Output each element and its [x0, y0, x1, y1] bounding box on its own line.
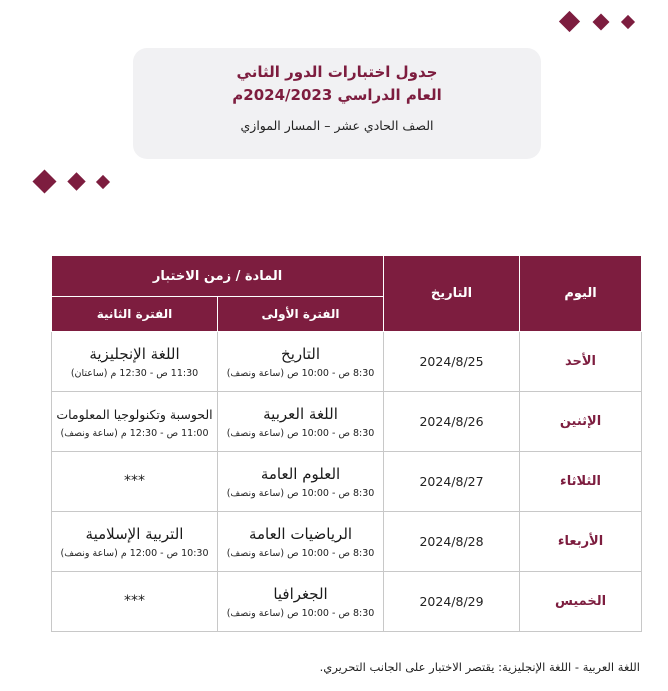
exam-time: 10:30 ص - 12:00 م (ساعة ونصف) — [60, 547, 209, 559]
day-cell: الخميس — [520, 572, 642, 632]
header-date: التاريخ — [384, 256, 520, 332]
subject-name: التاريخ — [281, 344, 320, 363]
day-cell: الأربعاء — [520, 512, 642, 572]
decorative-diamonds-left — [36, 173, 108, 190]
subject-name: العلوم العامة — [260, 464, 341, 483]
header-day: اليوم — [520, 256, 642, 332]
period-1-cell — [218, 572, 384, 632]
table-row — [52, 572, 642, 632]
exam-time: 8:30 ص - 10:00 ص (ساعة ونصف) — [226, 367, 375, 379]
diamond-shape — [559, 11, 580, 32]
exam-time: 8:30 ص - 10:00 ص (ساعة ونصف) — [226, 427, 375, 439]
table-row — [52, 392, 642, 452]
subtitle: الصف الحادي عشر – المسار الموازي — [240, 118, 434, 133]
subject-name: اللغة الإنجليزية — [89, 344, 180, 363]
diamond-shape — [67, 172, 85, 190]
period-1-cell — [218, 452, 384, 512]
exam-time: 11:00 ص - 12:30 م (ساعة ونصف) — [60, 427, 209, 439]
date-cell: 2024/8/28 — [384, 512, 520, 572]
date-cell: 2024/8/29 — [384, 572, 520, 632]
day-cell: الإثنين — [520, 392, 642, 452]
title-line-1: جدول اختبارات الدور الثاني — [236, 63, 438, 81]
period-1-cell — [218, 512, 384, 572]
exam-schedule-table — [51, 255, 642, 632]
header-period-2: الفترة الثانية — [52, 297, 218, 332]
period-1-cell — [218, 392, 384, 452]
date-cell: 2024/8/27 — [384, 452, 520, 512]
day-cell: الثلاثاء — [520, 452, 642, 512]
exam-time: 8:30 ص - 10:00 ص (ساعة ونصف) — [226, 607, 375, 619]
diamond-shape — [621, 14, 635, 28]
subject-name: الرياضيات العامة — [248, 524, 353, 543]
period-2-cell — [52, 452, 218, 512]
exam-time: 8:30 ص - 10:00 ص (ساعة ونصف) — [226, 547, 375, 559]
diamond-shape — [96, 174, 110, 188]
subject-name: الجغرافيا — [273, 584, 328, 603]
header-subject-time: المادة / زمن الاختبار — [52, 256, 384, 297]
title-line-2: العام الدراسي 2024/2023م — [232, 86, 442, 104]
date-cell: 2024/8/26 — [384, 392, 520, 452]
table-row — [52, 332, 642, 392]
decorative-diamonds-top — [562, 14, 633, 29]
period-2-cell — [52, 392, 218, 452]
no-exam-marker: *** — [124, 473, 145, 489]
diamond-shape — [593, 13, 610, 30]
header-period-1: الفترة الأولى — [218, 297, 384, 332]
date-cell: 2024/8/25 — [384, 332, 520, 392]
period-1-cell — [218, 332, 384, 392]
table-row — [52, 452, 642, 512]
period-2-cell — [52, 512, 218, 572]
header-box — [133, 48, 541, 159]
table-row — [52, 512, 642, 572]
no-exam-marker: *** — [124, 593, 145, 609]
period-2-cell — [52, 572, 218, 632]
exam-time: 11:30 ص - 12:30 م (ساعتان) — [70, 367, 199, 379]
period-2-cell — [52, 332, 218, 392]
footer-note: اللغة العربية - اللغة الإنجليزية: يقتصر الاختبار على الجانب التحريري. — [319, 660, 640, 674]
day-cell: الأحد — [520, 332, 642, 392]
diamond-shape — [32, 169, 56, 193]
subject-name: الحوسبة وتكنولوجيا المعلومات — [56, 406, 213, 422]
subject-name: التربية الإسلامية — [85, 524, 184, 543]
subject-name: اللغة العربية — [263, 404, 338, 423]
exam-time: 8:30 ص - 10:00 ص (ساعة ونصف) — [226, 487, 375, 499]
